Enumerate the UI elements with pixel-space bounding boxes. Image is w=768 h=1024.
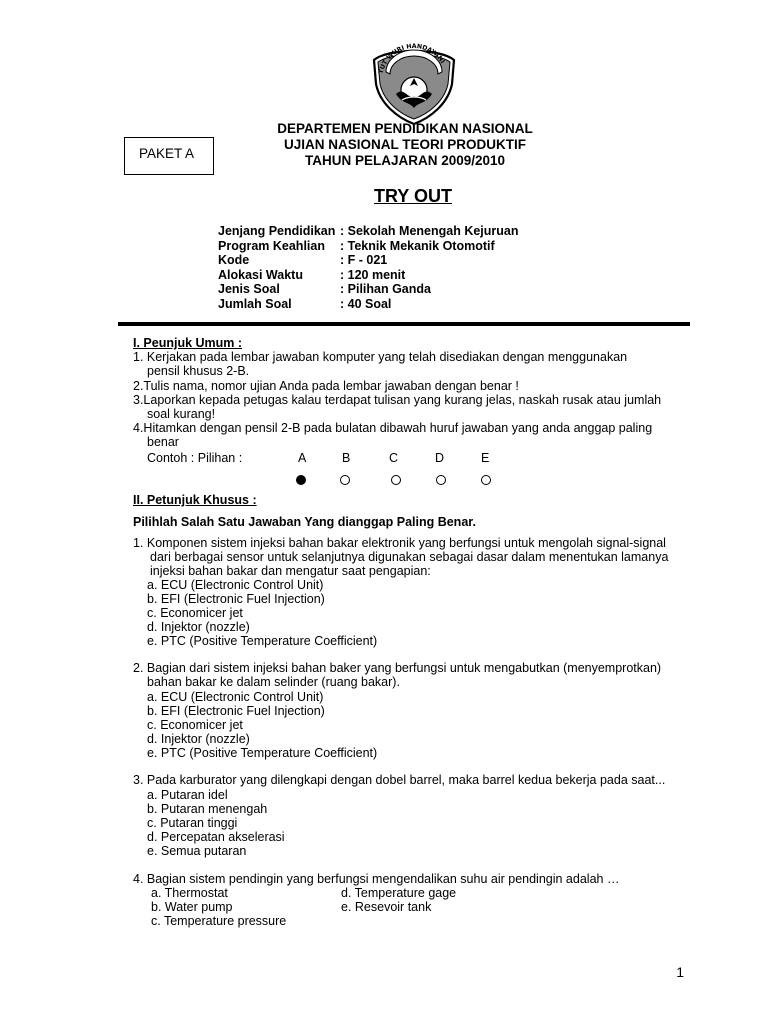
info-value: : Teknik Mekanik Otomotif (340, 238, 495, 253)
info-value: : Sekolah Menengah Kejuruan (340, 224, 519, 238)
paket-box: PAKET A (124, 137, 214, 175)
header-line-2: UJIAN NASIONAL TEORI PRODUKTIF (283, 137, 526, 152)
option: b. EFI (Electronic Fuel Injection) (147, 704, 325, 718)
question-1-line-2: dari berbagai sensor untuk selanjutnya digunakan sebagai dasar dalam menentukan lamanya (150, 550, 669, 564)
example-label: Contoh : Pilihan : (147, 451, 243, 465)
answer-bubble (340, 475, 350, 485)
info-value: : 40 Soal (340, 296, 392, 311)
option-letter-d: D (435, 451, 445, 465)
question-2-line-2: bahan bakar ke dalam selinder (ruang bakar). (147, 675, 400, 689)
instruction-1: 1. Kerjakan pada lembar jawaban komputer yang telah disediakan dengan menggunakan (133, 350, 628, 364)
instruction-1-cont: pensil khusus 2-B. (147, 364, 250, 378)
info-row (218, 224, 519, 239)
section-heading-umum: I. Peunjuk Umum : (133, 336, 243, 350)
main-instruction: Pilihlah Salah Satu Jawaban Yang dianggap Paling Benar. (133, 515, 476, 529)
info-value: : Pilihan Ganda (340, 282, 431, 297)
info-row (218, 297, 519, 312)
option: a. ECU (Electronic Control Unit) (147, 690, 324, 704)
answer-bubble (436, 475, 446, 485)
question-1-line-3: injeksi bahan bakar dan mengatur saat pengapian: (150, 564, 431, 578)
option: c. Temperature pressure (151, 914, 287, 928)
question-3: 3. Pada karburator yang dilengkapi dengan dobel barrel, maka barrel kedua bekerja pada saat... (133, 773, 666, 787)
page-title: TRY OUT (373, 186, 452, 206)
answer-bubble (481, 475, 491, 485)
info-label: Program Keahlian (218, 238, 325, 253)
option: e. Semua putaran (147, 844, 247, 858)
info-row (218, 268, 519, 283)
option: b. Water pump (151, 900, 233, 914)
info-value: : F - 021 (340, 253, 388, 268)
instruction-2: 2.Tulis nama, nomor ujian Anda pada lembar jawaban dengan benar ! (133, 379, 519, 393)
question-1: 1. Komponen sistem injeksi bahan bakar elektronik yang berfungsi untuk mengolah signal-signal (133, 536, 666, 550)
option: b. EFI (Electronic Fuel Injection) (147, 592, 325, 606)
info-label: Jumlah Soal (218, 296, 292, 311)
option: e. PTC (Positive Temperature Coefficient) (147, 634, 378, 648)
answer-bubble (391, 475, 401, 485)
svg-text:TUT WURI HANDAYANI: TUT WURI HANDAYANI (377, 42, 446, 75)
option: c. Economicer jet (147, 718, 243, 732)
info-row (218, 282, 519, 297)
divider (118, 322, 690, 326)
option-letter-c: C (389, 451, 399, 465)
tut-wuri-handayani-logo (368, 38, 460, 128)
page-number: 1 (676, 964, 684, 980)
option: a. Putaran idel (147, 788, 228, 802)
option-letter-a: A (298, 451, 307, 465)
info-row (218, 253, 519, 268)
question-2: 2. Bagian dari sistem injeksi bahan baker yang berfungsi untuk mengabutkan (menyemprotkan) (133, 661, 662, 675)
option: d. Injektor (nozzle) (147, 732, 250, 746)
option: a. Thermostat (151, 886, 228, 900)
option-letter-e: E (481, 451, 490, 465)
option: b. Putaran menengah (147, 802, 268, 816)
option: d. Temperature gage (341, 886, 457, 900)
option: a. ECU (Electronic Control Unit) (147, 578, 324, 592)
option: e. PTC (Positive Temperature Coefficient) (147, 746, 378, 760)
instruction-3-cont: soal kurang! (147, 407, 216, 421)
section-heading-khusus: II. Petunjuk Khusus : (133, 493, 257, 507)
option: c. Putaran tinggi (147, 816, 238, 830)
option-letter-b: B (342, 451, 351, 465)
option: e. Resevoir tank (341, 900, 432, 914)
header-line-3: TAHUN PELAJARAN 2009/2010 (304, 153, 506, 168)
option: c. Economicer jet (147, 606, 243, 620)
info-label: Kode (218, 253, 250, 268)
info-label: Alokasi Waktu (218, 267, 303, 282)
info-label: Jenjang Pendidikan (218, 224, 336, 238)
instruction-3: 3.Laporkan kepada petugas kalau terdapat tulisan yang kurang jelas, naskah rusak atau jumlah (133, 393, 662, 407)
header-line-1: DEPARTEMEN PENDIDIKAN NASIONAL (277, 121, 533, 136)
instruction-4-cont: benar (147, 435, 179, 449)
info-value: : 120 menit (340, 267, 406, 282)
info-row (218, 239, 519, 254)
option: d. Percepatan akselerasi (147, 830, 285, 844)
info-label: Jenis Soal (218, 282, 280, 297)
exam-info (218, 224, 519, 312)
question-4: 4. Bagian sistem pendingin yang berfungsi mengendalikan suhu air pendingin adalah … (133, 872, 620, 886)
option: d. Injektor (nozzle) (147, 620, 250, 634)
instruction-4: 4.Hitamkan dengan pensil 2-B pada bulatan dibawah huruf jawaban yang anda anggap paling (133, 421, 653, 435)
answer-bubble-filled (296, 475, 306, 485)
